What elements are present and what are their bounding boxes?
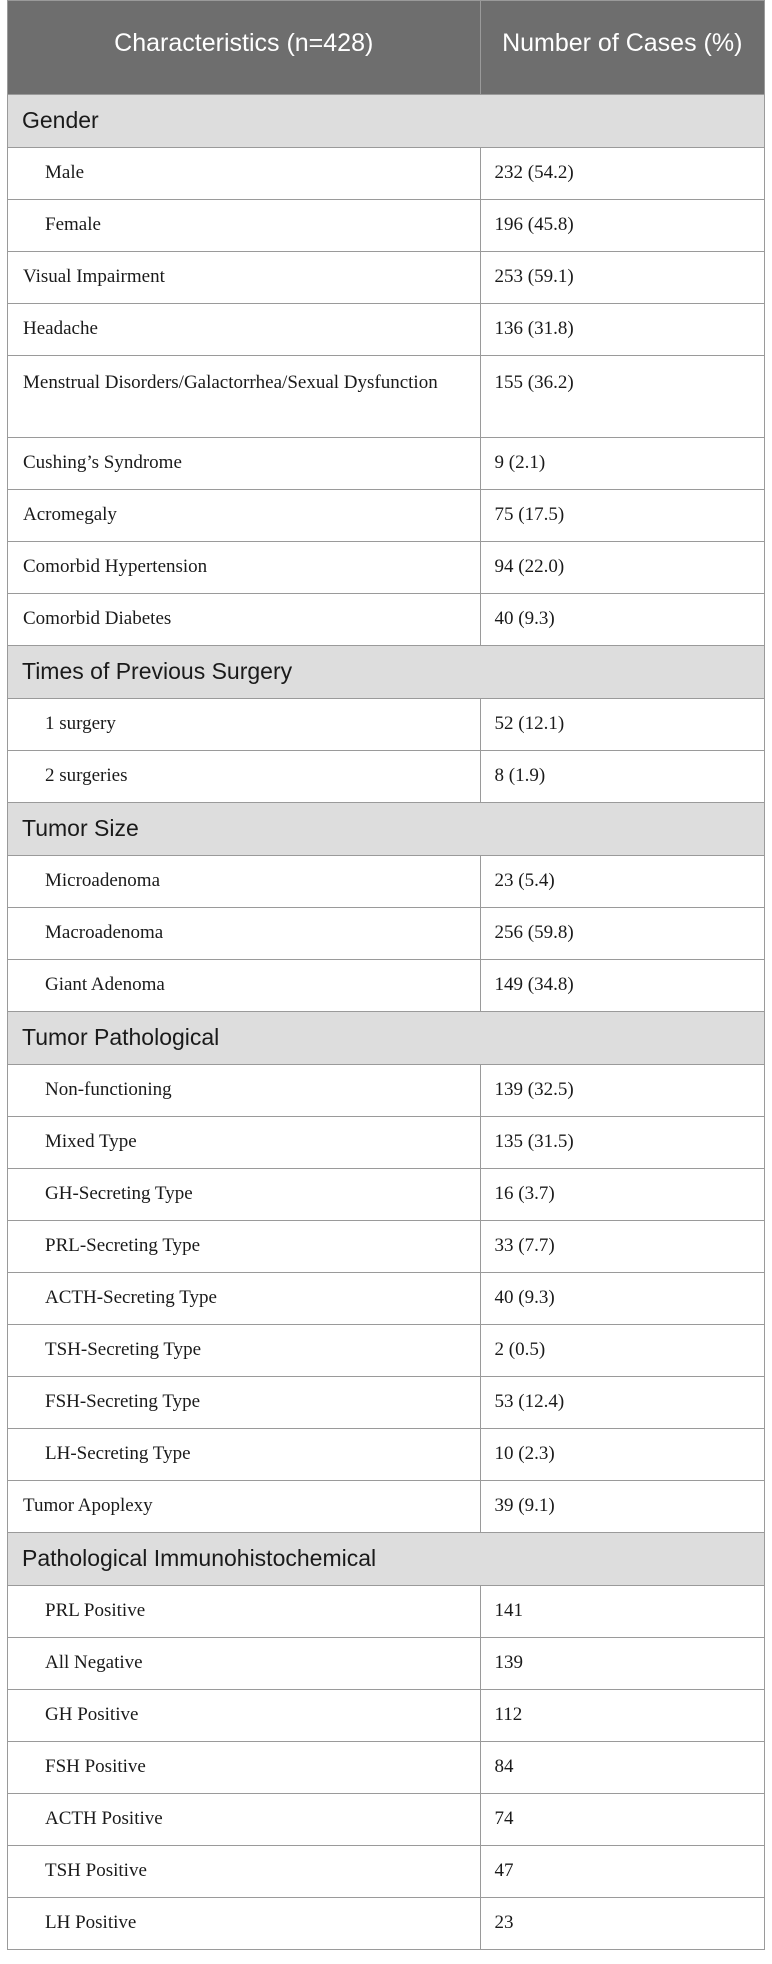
table-row	[8, 1637, 764, 1689]
section-header-row	[8, 1011, 764, 1064]
table-row	[8, 1168, 764, 1220]
case-count-value: 135 (31.5)	[480, 1116, 764, 1168]
table-row	[8, 1064, 764, 1116]
section-label: Gender	[8, 94, 764, 147]
characteristic-label: Giant Adenoma	[8, 959, 480, 1011]
header-number-of-cases: Number of Cases (%)	[480, 1, 764, 94]
case-count-value: 139	[480, 1637, 764, 1689]
case-count-value: 253 (59.1)	[480, 251, 764, 303]
case-count-value: 23	[480, 1897, 764, 1949]
table-row	[8, 698, 764, 750]
table-row	[8, 1897, 764, 1949]
case-count-value: 139 (32.5)	[480, 1064, 764, 1116]
characteristic-label: Headache	[8, 303, 480, 355]
case-count-value: 39 (9.1)	[480, 1480, 764, 1532]
characteristic-label: 1 surgery	[8, 698, 480, 750]
case-count-value: 9 (2.1)	[480, 437, 764, 489]
characteristic-label: All Negative	[8, 1637, 480, 1689]
table-row	[8, 959, 764, 1011]
characteristic-label: Non-functioning	[8, 1064, 480, 1116]
characteristic-label: LH Positive	[8, 1897, 480, 1949]
characteristic-label: Microadenoma	[8, 855, 480, 907]
case-count-value: 23 (5.4)	[480, 855, 764, 907]
case-count-value: 16 (3.7)	[480, 1168, 764, 1220]
table-row	[8, 437, 764, 489]
case-count-value: 10 (2.3)	[480, 1428, 764, 1480]
characteristics-table-container	[7, 0, 765, 1950]
characteristic-label: Acromegaly	[8, 489, 480, 541]
characteristic-label: GH-Secreting Type	[8, 1168, 480, 1220]
characteristic-label: ACTH Positive	[8, 1793, 480, 1845]
table-row	[8, 489, 764, 541]
table-row	[8, 147, 764, 199]
characteristic-label: ACTH-Secreting Type	[8, 1272, 480, 1324]
header-row	[8, 1, 764, 94]
case-count-value: 94 (22.0)	[480, 541, 764, 593]
characteristic-label: FSH Positive	[8, 1741, 480, 1793]
case-count-value: 136 (31.8)	[480, 303, 764, 355]
table-row	[8, 199, 764, 251]
table-row	[8, 907, 764, 959]
case-count-value: 75 (17.5)	[480, 489, 764, 541]
characteristic-label: 2 surgeries	[8, 750, 480, 802]
table-row	[8, 855, 764, 907]
characteristic-label: Menstrual Disorders/Galactorrhea/Sexual Dysfunction	[8, 355, 480, 437]
section-label: Pathological Immunohistochemical	[8, 1532, 764, 1585]
table-header	[8, 1, 764, 94]
case-count-value: 196 (45.8)	[480, 199, 764, 251]
case-count-value: 47	[480, 1845, 764, 1897]
table-row	[8, 1793, 764, 1845]
table-row	[8, 1324, 764, 1376]
case-count-value: 112	[480, 1689, 764, 1741]
characteristics-table	[8, 1, 764, 1949]
characteristic-label: Tumor Apoplexy	[8, 1480, 480, 1532]
characteristic-label: PRL Positive	[8, 1585, 480, 1637]
characteristic-label: FSH-Secreting Type	[8, 1376, 480, 1428]
characteristic-label: Mixed Type	[8, 1116, 480, 1168]
characteristic-label: TSH-Secreting Type	[8, 1324, 480, 1376]
case-count-value: 256 (59.8)	[480, 907, 764, 959]
case-count-value: 155 (36.2)	[480, 355, 764, 437]
table-row	[8, 1845, 764, 1897]
table-row	[8, 1428, 764, 1480]
table-row	[8, 1220, 764, 1272]
case-count-value: 74	[480, 1793, 764, 1845]
case-count-value: 40 (9.3)	[480, 1272, 764, 1324]
characteristic-label: PRL-Secreting Type	[8, 1220, 480, 1272]
case-count-value: 141	[480, 1585, 764, 1637]
case-count-value: 40 (9.3)	[480, 593, 764, 645]
section-label: Tumor Size	[8, 802, 764, 855]
table-row	[8, 1585, 764, 1637]
case-count-value: 149 (34.8)	[480, 959, 764, 1011]
case-count-value: 8 (1.9)	[480, 750, 764, 802]
table-row	[8, 251, 764, 303]
characteristic-label: GH Positive	[8, 1689, 480, 1741]
characteristic-label: Comorbid Hypertension	[8, 541, 480, 593]
section-label: Times of Previous Surgery	[8, 645, 764, 698]
table-body	[8, 94, 764, 1949]
characteristic-label: Female	[8, 199, 480, 251]
case-count-value: 2 (0.5)	[480, 1324, 764, 1376]
section-header-row	[8, 94, 764, 147]
table-row	[8, 303, 764, 355]
section-header-row	[8, 1532, 764, 1585]
characteristic-label: TSH Positive	[8, 1845, 480, 1897]
table-row	[8, 541, 764, 593]
characteristic-label: LH-Secreting Type	[8, 1428, 480, 1480]
characteristic-label: Macroadenoma	[8, 907, 480, 959]
case-count-value: 232 (54.2)	[480, 147, 764, 199]
section-header-row	[8, 802, 764, 855]
section-label: Tumor Pathological	[8, 1011, 764, 1064]
case-count-value: 52 (12.1)	[480, 698, 764, 750]
characteristic-label: Visual Impairment	[8, 251, 480, 303]
table-row	[8, 1689, 764, 1741]
header-characteristics: Characteristics (n=428)	[8, 1, 480, 94]
table-row	[8, 1116, 764, 1168]
case-count-value: 53 (12.4)	[480, 1376, 764, 1428]
case-count-value: 84	[480, 1741, 764, 1793]
table-row	[8, 1480, 764, 1532]
table-row	[8, 593, 764, 645]
characteristic-label: Male	[8, 147, 480, 199]
table-row	[8, 1272, 764, 1324]
section-header-row	[8, 645, 764, 698]
characteristic-label: Comorbid Diabetes	[8, 593, 480, 645]
case-count-value: 33 (7.7)	[480, 1220, 764, 1272]
table-row	[8, 1741, 764, 1793]
table-row	[8, 1376, 764, 1428]
characteristic-label: Cushing’s Syndrome	[8, 437, 480, 489]
table-row	[8, 355, 764, 437]
table-row	[8, 750, 764, 802]
